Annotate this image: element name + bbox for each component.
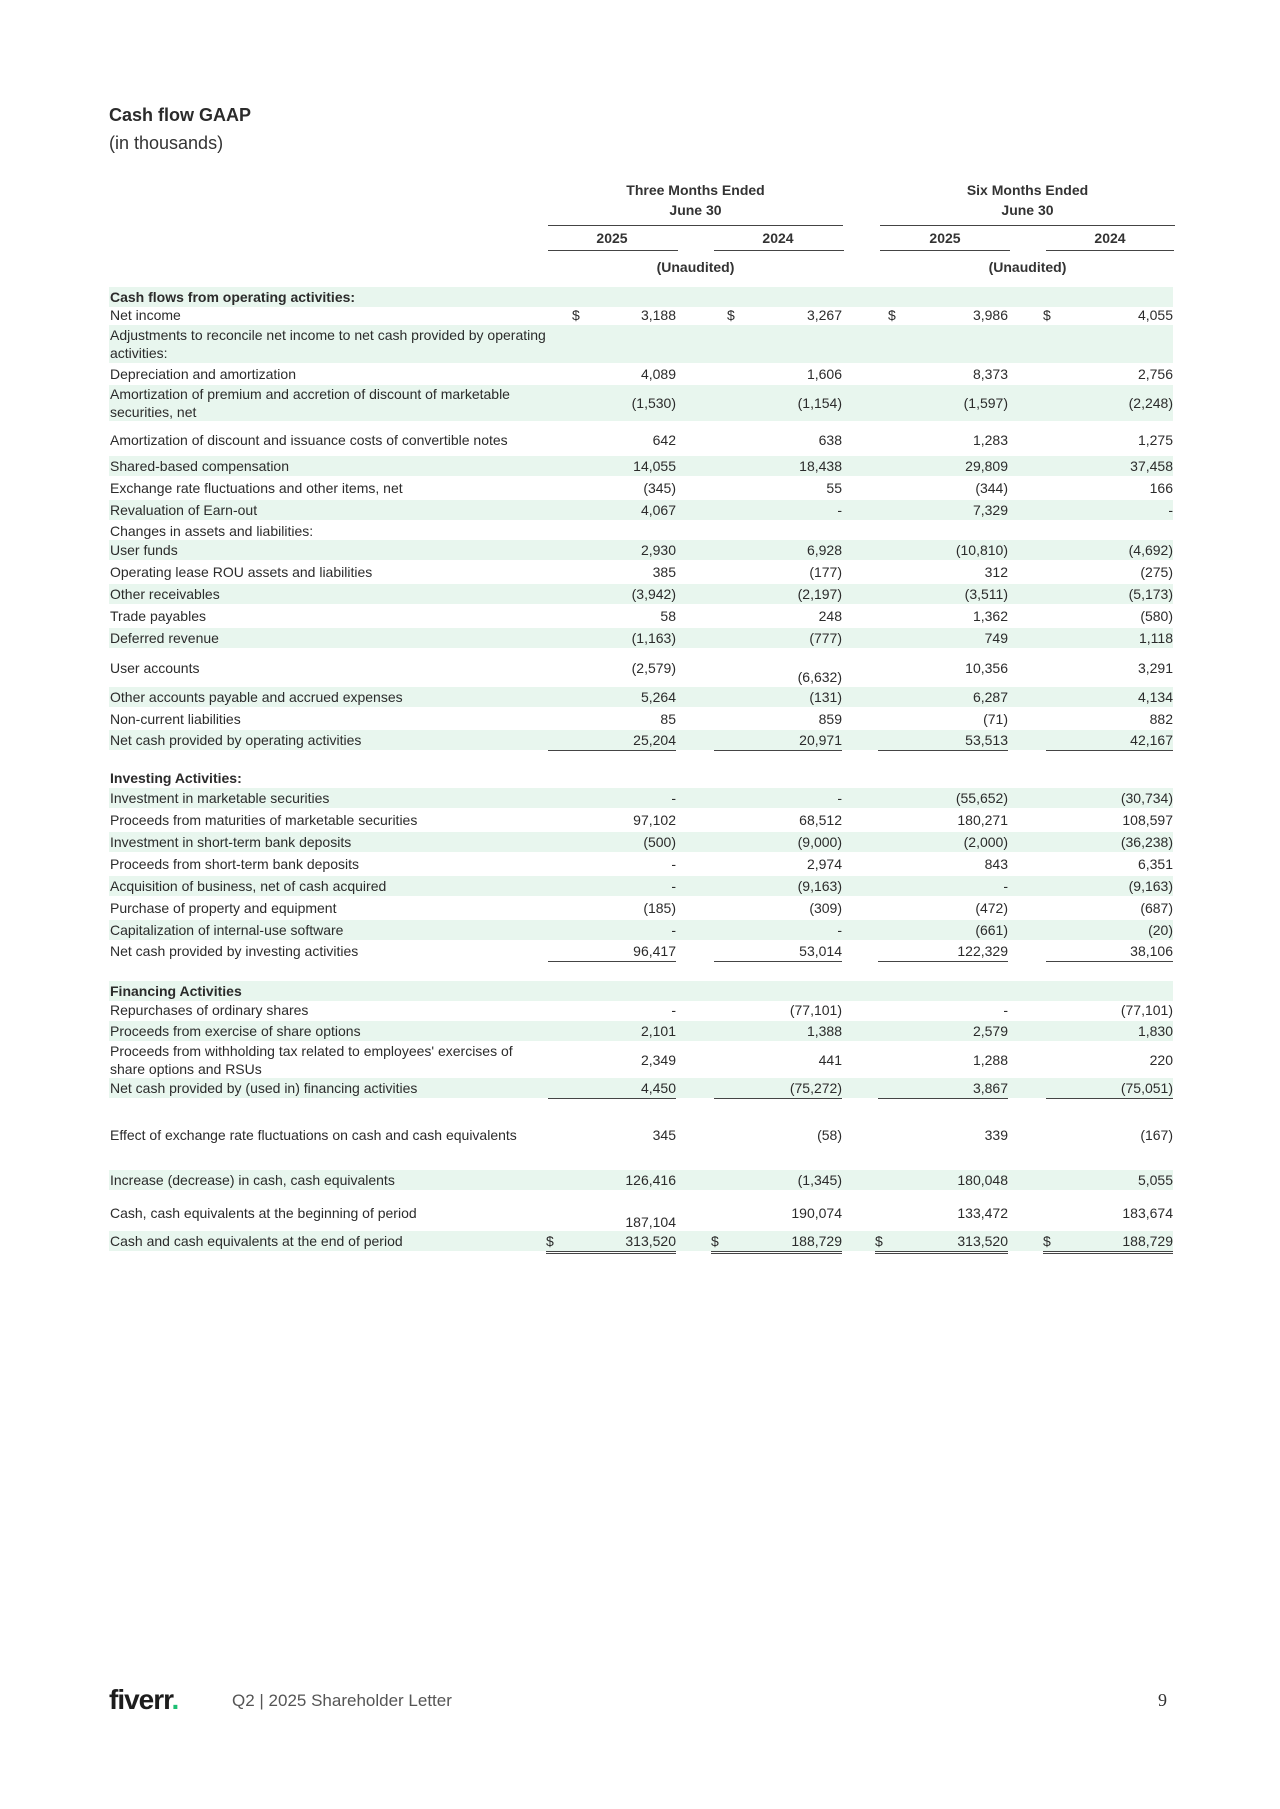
header-year-h-2024: 2024 [1094,230,1126,246]
table-row [109,1195,1173,1231]
table-row [109,854,1173,874]
cell-value: (2,248) [1128,395,1173,411]
cell-value: 1,288 [972,1052,1008,1068]
cell-value: 7,329 [972,502,1008,518]
cell-value: (36,238) [1120,834,1173,850]
cell-value: 313,520 [548,1231,676,1254]
table-row [109,810,1173,830]
cell-value: (661) [975,922,1008,938]
cell-value: (777) [809,630,842,646]
page-title: Cash flow GAAP [109,105,252,125]
cell-value: (472) [975,900,1008,916]
table-row [109,788,1173,808]
cell-value: 2,974 [806,856,842,872]
cell-value: (6,632) [797,669,842,685]
cell-value [1046,981,1173,1001]
table-row [109,628,1173,648]
cell-value: 14,055 [633,458,676,474]
cell-value: 133,472 [957,1205,1008,1221]
cell-value: 183,674 [1122,1205,1173,1221]
row-label: Deferred revenue [110,630,219,646]
dollar-sign: $ [1043,1231,1057,1254]
cell-value [714,287,842,307]
cell-value: 312 [984,564,1008,580]
header-year-q-2024: 2024 [762,230,794,246]
cell-value: (10,810) [955,542,1008,558]
cell-value: 2,756 [1137,366,1173,382]
header-three-months: Three Months Ended June 30 [626,182,765,218]
cell-value: (5,173) [1128,586,1173,602]
table-row [109,478,1173,498]
row-label: Exchange rate fluctuations and other items, net [110,480,403,496]
cell-value: 2,349 [640,1052,676,1068]
header-year-q-2025: 2025 [596,230,628,246]
cell-value: 10,356 [965,660,1008,676]
table-row [109,650,1173,686]
cell-value: 441 [818,1052,842,1068]
cell-value: 68,512 [799,812,842,828]
dollar-sign: $ [572,307,580,323]
cell-value: (275) [1140,564,1173,580]
table-row [109,1021,1173,1041]
row-label: Proceeds from maturities of marketable securities [110,812,418,828]
row-label: Other receivables [110,586,220,602]
dollar-sign: $ [711,1231,725,1254]
cell-value: 385 [652,564,676,580]
cell-value: 8,373 [972,366,1008,382]
row-label: Non-current liabilities [110,711,241,727]
cell-value [548,521,676,541]
row-label: Acquisition of business, net of cash acquired [110,878,387,894]
cell-value: 1,283 [972,432,1008,448]
table-row [109,1117,1173,1153]
cell-value: (345) [643,480,676,496]
header-year-rule [714,250,844,251]
cell-value: 3,188 [640,307,676,323]
cell-value: (131) [809,689,842,705]
cell-value: (344) [975,480,1008,496]
dollar-sign: $ [1043,307,1051,323]
cell-value: (1,163) [631,630,676,646]
header-year-rule [548,250,678,251]
row-label: Other accounts payable and accrued expenses [110,689,403,705]
row-label: Net cash provided by operating activities [110,732,362,748]
table-row [109,981,1173,1001]
cell-value: 96,417 [548,941,676,962]
dollar-sign: $ [546,1231,560,1254]
cell-value: (75,051) [1046,1078,1173,1099]
cell-value: (687) [1140,900,1173,916]
cell-value: 126,416 [625,1172,676,1188]
header-six-months-rule [880,225,1175,226]
row-label: Effect of exchange rate fluctuations on cash and cash equivalents [110,1127,517,1143]
cell-value: (77,101) [789,1002,842,1018]
table-row [109,941,1173,961]
cell-value: (71) [983,711,1008,727]
table-row [109,730,1173,750]
cell-value: 4,067 [640,502,676,518]
table-row [109,287,1173,307]
cell-value: 1,118 [1139,630,1173,646]
cell-value: 5,055 [1137,1172,1173,1188]
table-row [109,500,1173,520]
cell-value: 180,271 [957,812,1008,828]
cell-value: 638 [818,432,842,448]
row-label: Net cash provided by (used in) financing activities [110,1080,418,1096]
row-label: Amortization of premium and accretion of discount of marketable securities, net [110,386,510,420]
header-unaudited-h: (Unaudited) [988,259,1067,275]
cell-value: 190,074 [791,1205,842,1221]
header-six-months: Six Months Ended June 30 [966,182,1089,218]
page-subtitle: (in thousands) [109,133,224,153]
cell-value [1046,287,1173,307]
cell-value: 843 [984,856,1008,872]
row-label: Changes in assets and liabilities: [110,523,314,539]
cell-value: 53,513 [878,730,1008,751]
row-label: Cash, cash equivalents at the beginning of period [110,1205,417,1221]
cell-value: 108,597 [1122,812,1173,828]
cell-value: (1,530) [631,395,676,411]
cell-value: (9,163) [1128,878,1173,894]
cell-value: 642 [652,432,676,448]
cell-value: 4,450 [548,1078,676,1099]
cell-value: 4,055 [1137,307,1173,323]
cell-value: 3,267 [806,307,842,323]
cell-value: 1,362 [972,608,1008,624]
row-label: Financing Activities [110,983,242,999]
row-label: Purchase of property and equipment [110,900,337,916]
cell-value: 58 [660,608,676,624]
header-year-h-2025: 2025 [929,230,961,246]
cell-value [548,768,676,788]
cell-value: 122,329 [878,941,1008,962]
row-label: Repurchases of ordinary shares [110,1002,309,1018]
row-label: Adjustments to reconcile net income to net cash provided by operating activities: [110,327,546,361]
row-label: Amortization of discount and issuance costs of convertible notes [110,432,508,448]
dollar-sign: $ [888,307,896,323]
cell-value: - [671,878,676,894]
dollar-sign: $ [727,307,735,323]
cell-value: 1,388 [806,1023,842,1039]
cell-value: - [1168,502,1173,518]
table-row [109,768,1173,788]
cell-value: 29,809 [965,458,1008,474]
table-row [109,584,1173,604]
table-row [109,562,1173,582]
cell-value: 6,928 [806,542,842,558]
cell-value: 85 [660,711,676,727]
cell-value: (55,652) [955,790,1008,806]
cell-value: (177) [809,564,842,580]
cell-value: (30,734) [1120,790,1173,806]
table-row [109,1041,1173,1079]
cell-value [1046,521,1173,541]
table-row [109,521,1173,541]
dollar-sign: $ [875,1231,889,1254]
row-label: Shared-based compensation [110,458,290,474]
row-label: Investment in short-term bank deposits [110,834,352,850]
table-row [109,540,1173,560]
table-row [109,920,1173,940]
cell-value: (9,000) [797,834,842,850]
cell-value: 882 [1149,711,1173,727]
cell-value: 339 [984,1127,1008,1143]
cell-value: 2,930 [640,542,676,558]
cell-value [878,768,1008,788]
table-row [109,385,1173,421]
table-row [109,1000,1173,1020]
cell-value: 859 [818,711,842,727]
cell-value: 6,351 [1137,856,1173,872]
cell-value: (4,692) [1128,542,1173,558]
cell-value: - [837,502,842,518]
header-year-rule [880,250,1010,251]
row-label: Proceeds from withholding tax related to employees' exercises of share options and RSUs [110,1043,513,1077]
row-label: Investment in marketable securities [110,790,330,806]
row-label: Trade payables [110,608,206,624]
cell-value: - [1003,878,1008,894]
cell-value: 180,048 [957,1172,1008,1188]
table-row [109,1231,1173,1251]
cell-value: (167) [1140,1127,1173,1143]
row-label: Operating lease ROU assets and liabilities [110,564,373,580]
cell-value: (3,942) [631,586,676,602]
header-unaudited-q: (Unaudited) [656,259,735,275]
cell-value: 313,520 [878,1231,1008,1254]
cell-value [714,768,842,788]
cell-value: 18,438 [799,458,842,474]
table-row [109,709,1173,729]
cell-value [714,981,842,1001]
row-label: Increase (decrease) in cash, cash equivalents [110,1172,395,1188]
cell-value: (500) [643,834,676,850]
table-row [109,898,1173,918]
cell-value [878,325,1008,363]
page-number: 9 [1158,1690,1167,1710]
cell-value: 4,089 [640,366,676,382]
row-label: User funds [110,542,178,558]
cell-value: 4,134 [1137,689,1173,705]
table-row [109,456,1173,476]
table-row [109,687,1173,707]
table-row [109,1078,1173,1098]
table-row [109,1170,1173,1190]
footer-text: Q2 | 2025 Shareholder Letter [232,1691,452,1710]
cell-value: (58) [817,1127,842,1143]
cell-value [1046,768,1173,788]
cell-value: (1,154) [797,395,842,411]
cell-value: 3,986 [972,307,1008,323]
header-three-months-rule [548,225,843,226]
cell-value: (77,101) [1120,1002,1173,1018]
cell-value: (20) [1148,922,1173,938]
cell-value: - [671,922,676,938]
cell-value [714,325,842,363]
cell-value: 2,579 [972,1023,1008,1039]
cell-value: - [671,856,676,872]
cell-value [548,325,676,363]
cell-value: 166 [1149,480,1173,496]
cell-value: 1,606 [806,366,842,382]
row-label: Proceeds from short-term bank deposits [110,856,359,872]
table-row [109,305,1173,325]
cell-value: 188,729 [1046,1231,1173,1254]
row-label: Capitalization of internal-use software [110,922,344,938]
cell-value: 42,167 [1046,730,1173,751]
cell-value: 97,102 [633,812,676,828]
row-label: Revaluation of Earn-out [110,502,258,518]
cell-value [878,521,1008,541]
cell-value: 2,101 [640,1023,676,1039]
fiverr-logo: fiverr. [109,1684,179,1715]
cell-value: (2,579) [631,660,676,676]
row-label: Proceeds from exercise of share options [110,1023,361,1039]
cell-value: 25,204 [548,730,676,751]
cell-value: 37,458 [1130,458,1173,474]
cell-value: - [837,790,842,806]
row-label: Net income [110,307,181,323]
cell-value [1046,325,1173,363]
cell-value: - [837,922,842,938]
cell-value [548,287,676,307]
cell-value: 38,106 [1046,941,1173,962]
cell-value: (2,197) [797,586,842,602]
cell-value: (185) [643,900,676,916]
cell-value: 187,104 [625,1214,676,1230]
cell-value [878,981,1008,1001]
cell-value: 5,264 [640,689,676,705]
cell-value: 248 [818,608,842,624]
cell-value [878,287,1008,307]
cell-value: 749 [984,630,1008,646]
cell-value: - [671,1002,676,1018]
cell-value [548,981,676,1001]
row-label: Cash and cash equivalents at the end of period [110,1233,403,1249]
cell-value: 188,729 [714,1231,842,1254]
row-label: Depreciation and amortization [110,366,296,382]
cell-value: (580) [1140,608,1173,624]
cell-value: 53,014 [714,941,842,962]
table-row [109,325,1173,363]
row-label: User accounts [110,660,200,676]
cell-value: (1,597) [963,395,1008,411]
cell-value: - [1003,1002,1008,1018]
table-row [109,606,1173,626]
cell-value: (3,511) [964,586,1008,602]
cell-value: 1,830 [1137,1023,1173,1039]
cell-value: 6,287 [972,689,1008,705]
row-label: Investing Activities: [110,770,242,786]
cell-value: 3,291 [1137,660,1173,676]
cell-value: 1,275 [1137,432,1173,448]
header-year-rule [1046,250,1174,251]
cell-value: (1,345) [797,1172,842,1188]
cell-value: 220 [1149,1052,1173,1068]
table-row [109,421,1173,459]
cell-value [714,521,842,541]
cell-value: 345 [652,1127,676,1143]
cell-value: 20,971 [714,730,842,751]
cell-value: (2,000) [963,834,1008,850]
table-row [109,832,1173,852]
cell-value: 3,867 [878,1078,1008,1099]
cell-value: - [671,790,676,806]
cell-value: (75,272) [714,1078,842,1099]
cell-value: (309) [809,900,842,916]
row-label: Cash flows from operating activities: [110,289,356,305]
table-row [109,364,1173,384]
cell-value: 55 [826,480,842,496]
cell-value: (9,163) [797,878,842,894]
table-row [109,876,1173,896]
row-label: Net cash provided by investing activities [110,943,359,959]
